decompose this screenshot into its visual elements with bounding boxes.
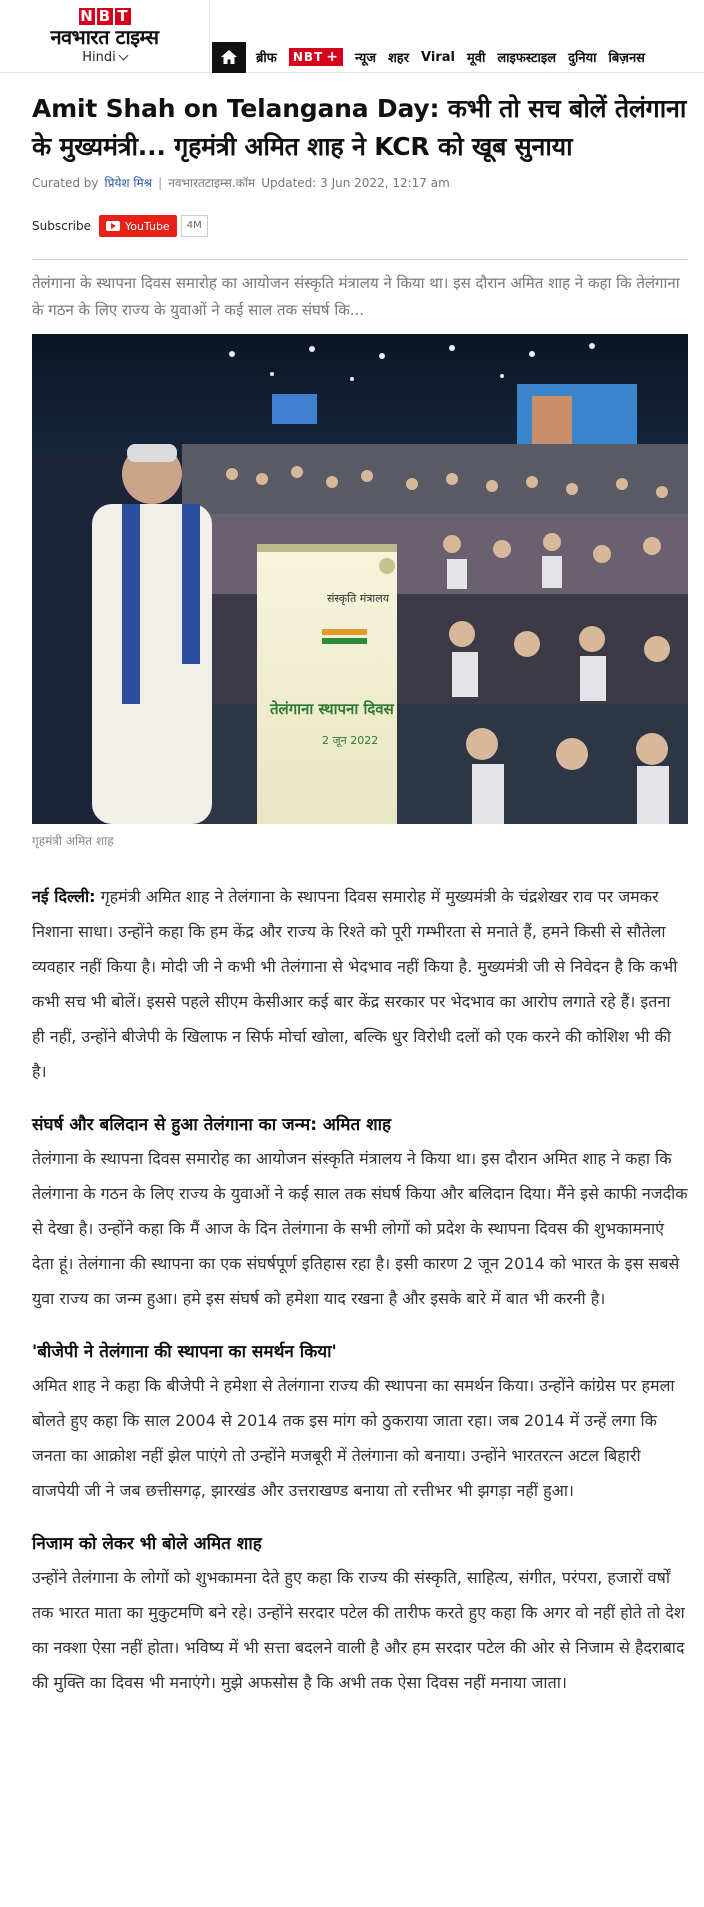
site-header [0, 0, 704, 73]
nav-item-news[interactable]: न्यूज [354, 51, 376, 66]
publisher-name: नवभारतटाइम्स.कॉम [168, 176, 256, 190]
author-link[interactable]: प्रियेश मिश्र [104, 176, 153, 190]
section-heading: 'बीजेपी ने तेलंगाना की स्थापना का समर्थन किया' [32, 1342, 337, 1362]
section-heading: संघर्ष और बलिदान से हुआ तेलंगाना का जन्म: अमित शाह [32, 1115, 392, 1135]
curated-by-label: Curated by [32, 175, 99, 190]
paragraph-text: गृहमंत्री अमित शाह ने तेलंगाना के स्थापना दिवस समारोह में मुख्यमंत्री के चंद्रशेखर राव पर जमकर निशाना साधा। उन्होंने कहा कि हम केंद्र और राज्य के रिश्ते को पूरी गम्भीरता से मनाते हैं, हमने किसी से सौतेला व्यवहार नहीं किया है। मोदी जी ने कभी भी तेलंगाना से भेदभाव नहीं किया है. मुख्यमंत्री जी से निवेदन है कि कभी कभी सच भी बोलें। इससे पहले सीएम केसीआर कई बार केंद्र सरकार पर भेदभाव का आरोप लगाते रहे हैं। इतना ही नहीं, उन्होंने बीजेपी के खिलाफ न सिर्फ मोर्चा खोला, बल्कि धुर विरोधी दलों को एक करने की कोशिश भी की है। [32, 887, 678, 1081]
dateline: नई दिल्ली: [32, 887, 96, 906]
nbt-logo-letters [79, 8, 131, 25]
logo-title: नवभारत टाइम्स [50, 25, 159, 49]
site-logo[interactable] [0, 0, 210, 73]
nav-item-lifestyle[interactable]: लाइफस्टाइल [497, 51, 557, 66]
article-summary: तेलंगाना के स्थापना दिवस समारोह का आयोजन संस्कृति मंत्रालय ने किया था। इस दौरान अमित शाह ने कहा कि तेलंगाना के गठन के लिए राज्य के युवाओं ने कई साल तक संघर्ष कि... [32, 259, 688, 324]
article-body [32, 879, 688, 1700]
nav-item-viral[interactable]: Viral [421, 49, 455, 65]
nav-item-movie[interactable]: मूवी [466, 51, 486, 66]
article-paragraph [32, 879, 688, 1089]
youtube-label: YouTube [124, 219, 170, 233]
nav-item-city[interactable]: शहर [387, 51, 410, 66]
youtube-icon [106, 221, 120, 231]
article-paragraph: तेलंगाना के स्थापना दिवस समारोह का आयोजन संस्कृति मंत्रालय ने किया था। इस दौरान अमित शाह ने कहा कि तेलंगाना के गठन के लिए राज्य के युवाओं ने कई साल तक संघर्ष किया और बलिदान दिया। मैंने इसे काफी नजदीक से देखा है। उन्होंने कहा कि मैं आज के दिन तेलंगाना के सभी लोगों को प्रदेश के स्थापना दिवस की शुभकामनाएं देता हूं। तेलंगाना की स्थापना का एक संघर्षपूर्ण इतिहास रहा है। इसी कारण 2 जून 2014 को भारत के इस सबसे युवा राज्य का जन्म हुआ। हमे इस संघर्ष को हमेशा याद रखना है और इसके बारे में बात भी करनी है। [32, 1149, 688, 1308]
subscribe-label: Subscribe [32, 219, 91, 233]
article-paragraph: उन्होंने तेलंगाना के लोगों को शुभकामना देते हुए कहा कि राज्य की संस्कृति, साहित्य, संगीत, परंपरा, हजारों वर्षों तक भारत माता का मुकुटमणि बने रहे। उन्होंने सरदार पटेल की तारीफ करते हुए कहा कि अगर वो नहीं होते तो देश का नक्शा ऐसा नहीं होता। भविष्य में भी सत्ता बदलने वाली है और हम सरदार पटेल की ओर से निजाम से हैदराबाद की मुक्ति का दिवस भी मनाएंगे। मुझे अफसोस है कि अभी तक ऐसा दिवस नहीं मनाया जाता। [32, 1568, 685, 1692]
nav-item-brief[interactable]: ब्रीफ [256, 51, 277, 66]
main-nav [212, 42, 645, 72]
article [32, 90, 688, 1722]
event-photo-illustration [32, 334, 688, 824]
language-label: Hindi [82, 50, 116, 65]
home-icon [220, 49, 238, 65]
article-headline: Amit Shah on Telangana Day: कभी तो सच बोलें तेलंगाना के मुख्यमंत्री... गृहमंत्री अमित शाह ने KCR को खूब सुनाया [32, 94, 687, 161]
meta-separator: | [158, 175, 163, 190]
plus-icon: + [326, 49, 339, 65]
updated-timestamp: Updated: 3 Jun 2022, 12:17 am [261, 175, 450, 190]
language-selector[interactable] [82, 50, 127, 65]
logo-letter-t: T [115, 8, 131, 25]
nbt-plus-label: NBT [292, 50, 324, 64]
nav-item-business[interactable]: बिज़नस [608, 51, 645, 66]
nav-item-world[interactable]: दुनिया [568, 51, 597, 66]
youtube-subscribe-button[interactable] [99, 215, 177, 237]
podium-date-text: 2 जून 2022 [322, 734, 379, 747]
section-heading: निजाम को लेकर भी बोले अमित शाह [32, 1534, 262, 1554]
chevron-down-icon [118, 51, 128, 61]
article-paragraph: अमित शाह ने कहा कि बीजेपी ने हमेशा से तेलंगाना राज्य की स्थापना का समर्थन किया। उन्होंने कांग्रेस पर हमला बोलते हुए कहा कि साल 2004 से 2014 तक इस मांग को ठुकराया जाता रहा। जब 2014 में उन्हें लगा कि जनता का आक्रोश नहीं झेल पाएंगे तो उन्होंने मजबूरी में तेलंगाना को बनाया। उन्होंने भारतरत्न अटल बिहारी वाजपेयी जी ने जब छत्तीसगढ़, झारखंड और उत्तराखण्ड बनाया तो रत्तीभर भी झगड़ा नहीं हुआ। [32, 1376, 675, 1500]
logo-letter-b: B [97, 8, 113, 25]
nav-item-nbt-plus[interactable] [289, 48, 343, 66]
podium-event-text: तेलंगाना स्थापना दिवस [270, 700, 394, 718]
podium-ministry-text: संस्कृति मंत्रालय [327, 592, 390, 605]
logo-letter-n: N [80, 7, 93, 25]
image-caption: गृहमंत्री अमित शाह [32, 834, 114, 848]
home-button[interactable] [212, 42, 246, 73]
subscriber-count: 4M [181, 215, 208, 237]
article-image[interactable] [32, 334, 688, 824]
subscribe-bar [32, 215, 688, 237]
article-meta [32, 174, 688, 191]
